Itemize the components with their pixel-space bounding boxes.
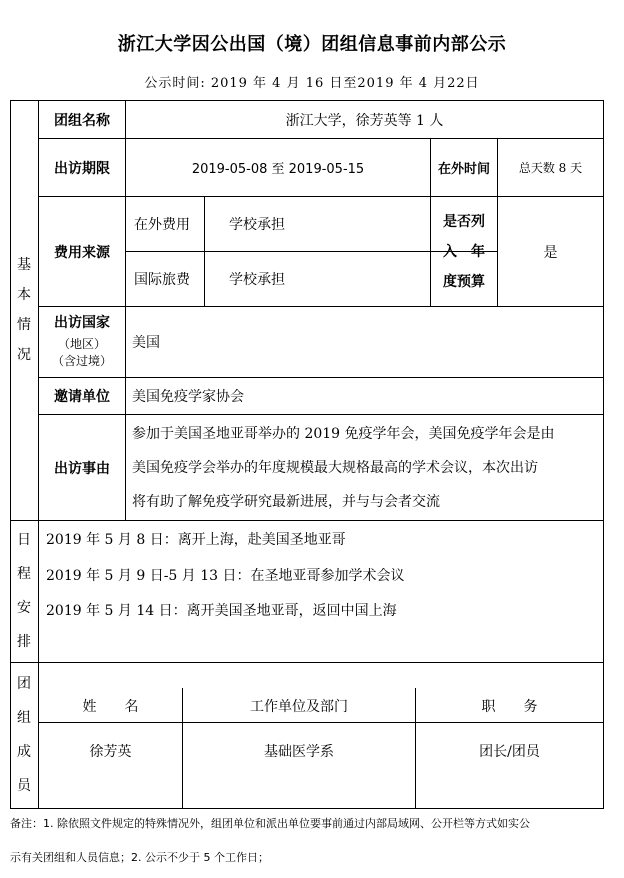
budget-label-line: 是否列: [443, 213, 485, 230]
member-name: 徐芳英: [89, 744, 132, 760]
page-title: 浙江大学因公出国（境）团组信息事前内部公示: [117, 34, 507, 55]
country-label-region: （地区）: [57, 336, 106, 351]
schedule-label-char: 日: [17, 532, 31, 548]
country-value: 美国: [132, 335, 160, 351]
funding-source-abroad: 学校承担: [229, 217, 285, 233]
member-position: 团长/团员: [479, 744, 540, 760]
members-header-position: 职 务: [481, 699, 538, 715]
footnote-line-2: 示有关团组和人员信息；2. 公示不少于 5 个工作日；: [10, 851, 269, 864]
members-header-unit: 工作单位及部门: [250, 699, 348, 715]
period-label: 出访期限: [54, 160, 110, 177]
members-label-char: 成: [17, 744, 31, 760]
notice-period: 公示时间: 2019 年 4 月 16 日至2019 年 4 月22日: [144, 76, 480, 91]
purpose-value: [126, 415, 603, 520]
schedule-item: 2019 年 5 月 8 日：离开上海，赴美国圣地亚哥: [46, 532, 346, 548]
budget-value: 是: [543, 244, 558, 261]
basic-section-label: [10, 100, 38, 520]
members-header-name: 姓 名: [82, 699, 139, 715]
basic-label-char: 本: [17, 287, 31, 303]
budget-label: [431, 197, 497, 306]
schedule-item: 2019 年 5 月 14 日：离开美国圣地亚哥，返回中国上海: [46, 603, 397, 619]
country-label: [39, 307, 125, 377]
group-name-label: 团组名称: [54, 112, 110, 129]
country-label-transit: （含过境）: [51, 353, 112, 368]
group-name-value: 浙江大学，徐芳英等 1 人: [285, 112, 444, 129]
purpose-line: 将有助了解免疫学研究最新进展，并与与会者交流: [132, 493, 440, 510]
budget-label-line: 度预算: [443, 273, 485, 290]
purpose-line: 美国免疫学会举办的年度规模最大规格最高的学术会议，本次出访: [132, 459, 538, 476]
days-abroad-value: 总天数 8 天: [518, 161, 583, 175]
country-label-main: 出访国家: [54, 314, 110, 331]
inviter-value: 美国免疫学家协会: [132, 389, 244, 405]
funding-source-travel: 学校承担: [229, 272, 285, 288]
schedule-label-char: 程: [17, 566, 31, 582]
schedule-label-char: 安: [17, 600, 31, 616]
schedule-section-label: [10, 520, 38, 662]
funding-type-abroad: 在外费用: [134, 217, 190, 233]
basic-label-char: 情: [17, 317, 31, 333]
period-value: 2019-05-08 至 2019-05-15: [191, 162, 365, 177]
schedule-item: 2019 年 5 月 9 日-5 月 13 日：在圣地亚哥参加学术会议: [46, 568, 405, 584]
footnote-line-1: 备注：1. 除依照文件规定的特殊情况外，组团单位和派出单位要事前通过内部局域网、公开栏等方式如实公: [10, 817, 530, 830]
funding-type-travel: 国际旅费: [134, 272, 190, 288]
basic-label-char: 基: [17, 257, 31, 273]
purpose-label: 出访事由: [54, 460, 110, 477]
members-section-label: [10, 662, 38, 808]
members-label-char: 团: [17, 676, 31, 692]
schedule-label-char: 排: [17, 634, 31, 650]
purpose-line: 参加于美国圣地亚哥举办的 2019 免疫学年会，美国免疫学年会是由: [132, 425, 555, 442]
members-label-char: 组: [17, 710, 31, 726]
member-unit: 基础医学系: [264, 744, 334, 760]
members-label-char: 员: [17, 778, 31, 794]
days-abroad-label: 在外时间: [437, 162, 490, 177]
budget-label-line: 入 年: [443, 243, 485, 260]
funding-label: 费用来源: [54, 244, 110, 261]
basic-label-char: 况: [17, 347, 31, 363]
inviter-label: 邀请单位: [54, 389, 110, 405]
